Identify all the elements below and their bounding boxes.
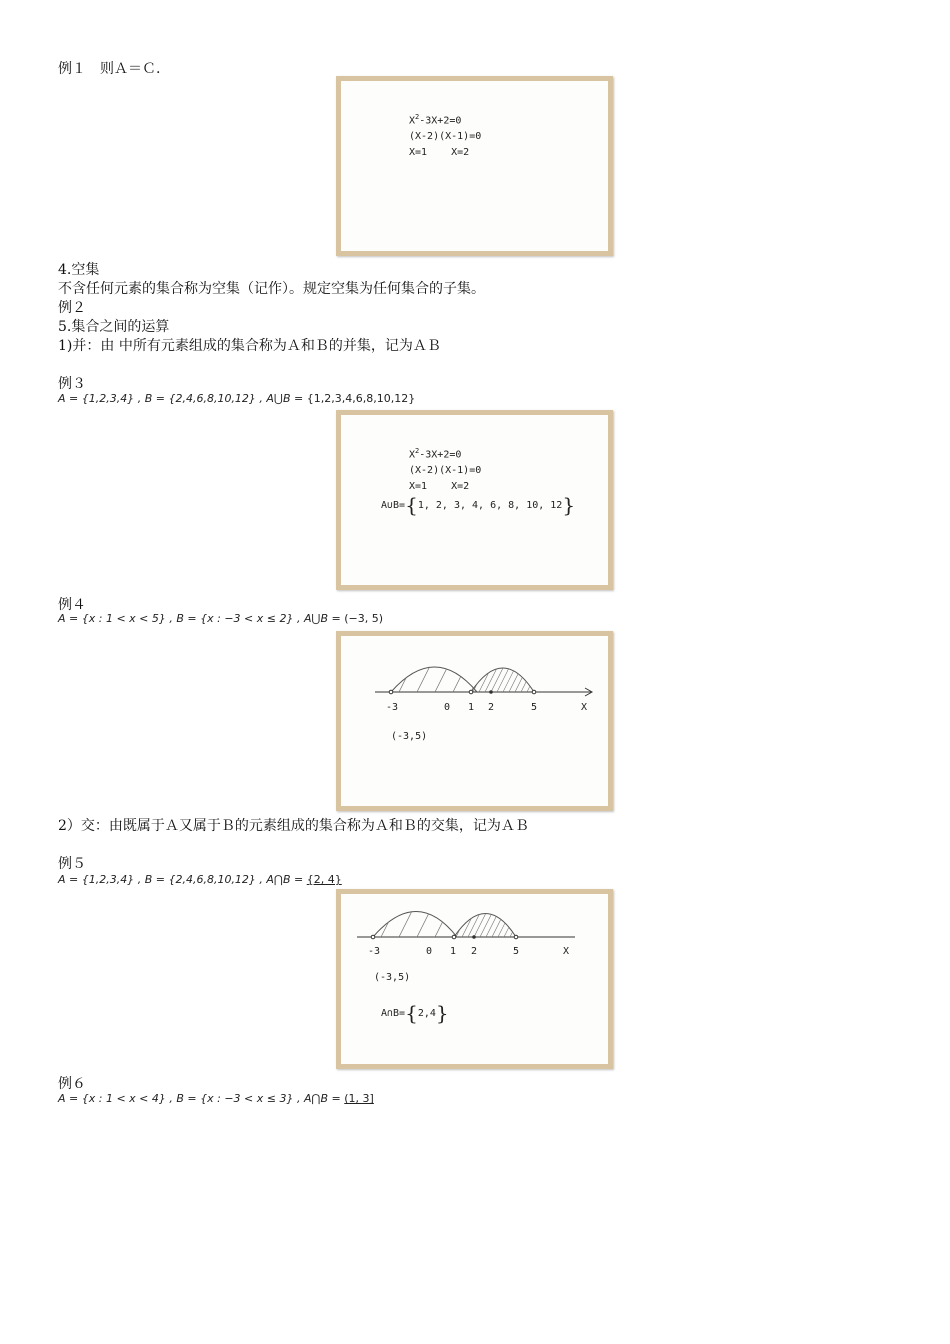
board2-union-set: A∪B={1, 2, 3, 4, 6, 8, 10, 12} (381, 493, 576, 517)
chalkboard-1 (336, 76, 613, 256)
example-6-formula: A = {x : 1 < x < 4} , B = {x : −3 < x ≤ 3} , A⋂B = (1, 3] (58, 1092, 374, 1105)
board1-equations: $X^2-3X+2=0$ (X-2)(X-1)=0 X=1 X=2 (409, 113, 482, 159)
chalkboard-4 (336, 889, 613, 1069)
tick-label: -3 (386, 702, 399, 713)
example-3-line: 例３ (58, 376, 86, 392)
example-5-line: 例５ (58, 856, 86, 872)
axis-label: X (581, 702, 588, 713)
operations-title: 5.集合之间的运算 (58, 319, 170, 335)
empty-set-definition: 不含任何元素的集合称为空集（记作）。规定空集为任何集合的子集。 (58, 281, 485, 297)
example-6-line: 例６ (58, 1076, 86, 1092)
example-3-formula: A = {1,2,3,4} , B = {2,4,6,8,10,12} , A⋃B = {1,2,3,4,6,8,10,12} (58, 392, 416, 405)
tick-label: 1 (450, 946, 457, 957)
board3-number-line (341, 636, 608, 806)
tick-label: 2 (488, 702, 495, 713)
chalkboard-2 (336, 410, 613, 590)
union-definition: 1)并：由 中所有元素组成的集合称为Ａ和Ｂ的并集，记为ＡＢ (58, 338, 441, 354)
example-2-line: 例２ (58, 300, 86, 316)
board4-number-line (341, 894, 608, 1064)
empty-set-title: 4.空集 (58, 262, 100, 278)
board4-result: (-3,5) (374, 972, 411, 983)
example-4-line: 例４ (58, 597, 86, 613)
example-4-formula: A = {x : 1 < x < 5} , B = {x : −3 < x ≤ 2} , A⋃B = (−3, 5) (58, 612, 384, 625)
tick-label: 2 (471, 946, 478, 957)
tick-label: 1 (468, 702, 475, 713)
board3-result: (-3,5) (391, 731, 428, 742)
tick-label: 5 (513, 946, 520, 957)
tick-label: 0 (426, 946, 433, 957)
example-1-line: 例１ 则Ａ＝Ｃ. (58, 61, 161, 77)
intersection-definition: 2）交：由既属于Ａ又属于Ｂ的元素组成的集合称为Ａ和Ｂ的交集，记为ＡＢ (58, 818, 529, 834)
board2-equations: $X^2-3X+2=0$ (X-2)(X-1)=0 X=1 X=2 (409, 447, 482, 493)
tick-label: -3 (368, 946, 381, 957)
example-5-formula: A = {1,2,3,4} , B = {2,4,6,8,10,12} , A⋂B = {2, 4} (58, 873, 342, 886)
chalkboard-3 (336, 631, 613, 811)
board4-intersection-set: A∩B={2,4} (381, 1001, 449, 1025)
tick-label: 5 (531, 702, 538, 713)
tick-label: 0 (444, 702, 451, 713)
axis-label: X (563, 946, 570, 957)
